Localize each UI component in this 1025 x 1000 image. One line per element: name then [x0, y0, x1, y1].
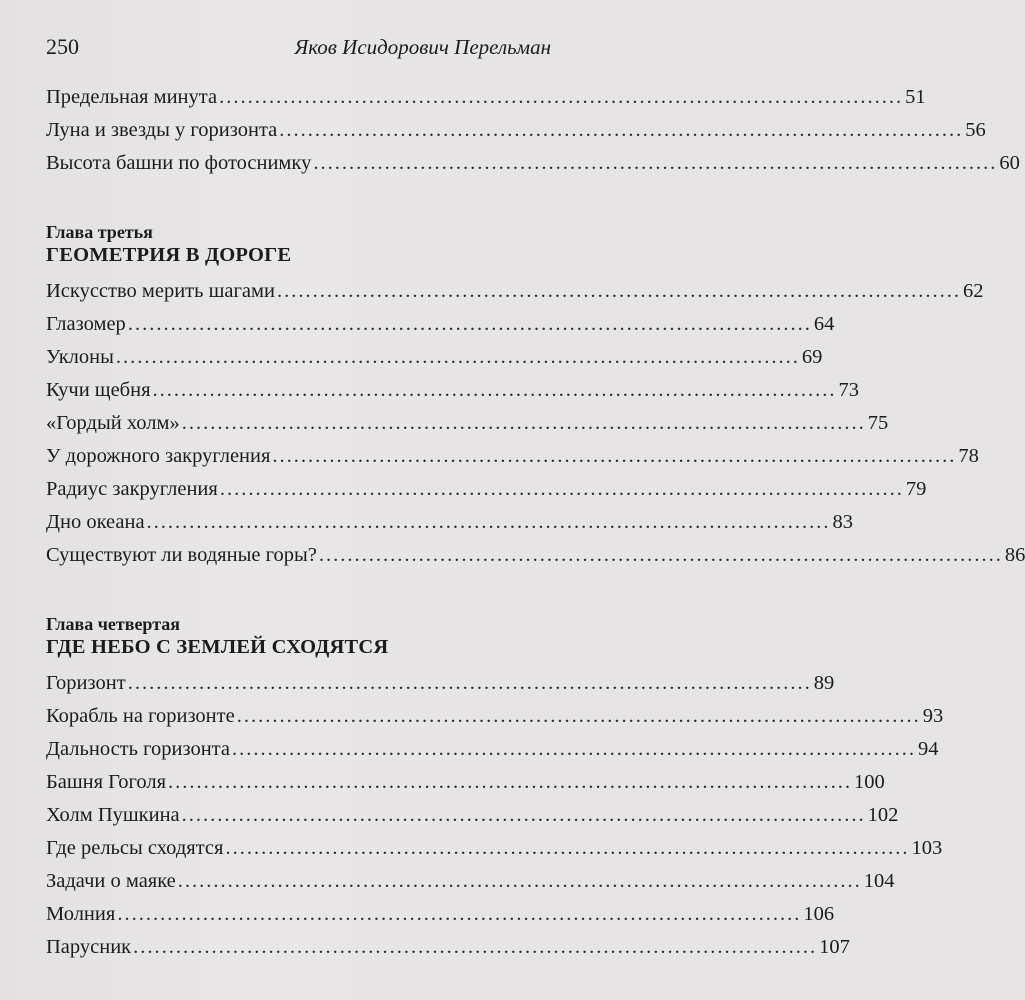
toc-entry-page: 93 [922, 705, 944, 727]
toc-entry [46, 903, 835, 931]
leader-dots: ................................................................................................ [279, 119, 964, 141]
toc-entry-page: 56 [965, 119, 986, 141]
toc-entry [46, 705, 944, 733]
toc-entry-title: Дно океана [46, 511, 145, 533]
toc-entry [46, 445, 979, 473]
leader-dots: ................................................................................................ [236, 705, 921, 727]
toc-entry [46, 86, 926, 114]
leader-dots: ................................................................................................ [117, 903, 802, 925]
toc-entry [46, 936, 850, 964]
toc-entry-title: Существуют ли водяные горы? [46, 544, 317, 566]
toc-entry [46, 837, 943, 865]
toc-entry-page: 75 [867, 412, 889, 434]
toc-entry-title: Предельная минута [46, 86, 218, 108]
chapter-title: ГДЕ НЕБО С ЗЕМЛЕЙ СХОДЯТСЯ [46, 636, 389, 658]
leader-dots: ................................................................................................ [115, 346, 800, 368]
chapter-label: Глава четвертая [46, 614, 181, 634]
toc-entry-title: Дальность горизонта [46, 738, 230, 760]
leader-dots: ................................................................................................ [318, 544, 1003, 566]
leader-dots: ................................................................................................ [225, 837, 910, 859]
toc-entry-page: 106 [803, 903, 835, 925]
toc-entry [46, 152, 1020, 180]
toc-entry-title: Корабль на горизонте [46, 705, 235, 727]
leader-dots: ................................................................................................ [177, 870, 862, 892]
toc-entry-page: 104 [863, 870, 895, 892]
toc-entry-page: 69 [801, 346, 823, 368]
toc-entry-title: Горизонт [46, 672, 126, 694]
toc-entry [46, 346, 823, 374]
toc-entry-title: Искусство мерить шагами [46, 280, 275, 302]
leader-dots: ................................................................................................ [276, 280, 961, 302]
leader-dots: ................................................................................................ [152, 379, 837, 401]
toc-entry-page: 86 [1004, 544, 1025, 566]
toc-entry [46, 804, 899, 832]
toc-entry-title: Башня Гоголя [46, 771, 167, 793]
chapter-title: ГЕОМЕТРИЯ В ДОРОГЕ [46, 244, 292, 266]
toc-entry-page: 64 [813, 313, 835, 335]
toc-entry-page: 94 [917, 738, 939, 760]
toc-entry-title: Глазомер [46, 313, 126, 335]
toc-entry [46, 478, 927, 506]
toc-entry-title: Высота башни по фотоснимку [46, 152, 312, 174]
toc-entry-page: 51 [905, 86, 926, 108]
toc-entry-title: Уклоны [46, 346, 114, 368]
toc-entry-page: 62 [962, 280, 984, 302]
leader-dots: ................................................................................................ [168, 771, 853, 793]
leader-dots: ................................................................................................ [219, 86, 904, 108]
leader-dots: ................................................................................................ [219, 478, 904, 500]
leader-dots: ................................................................................................ [313, 152, 998, 174]
leader-dots: ................................................................................................ [231, 738, 916, 760]
page-number: 250 [46, 34, 79, 59]
leader-dots: ................................................................................................ [181, 412, 866, 434]
toc-entry-title: Холм Пушкина [46, 804, 180, 826]
toc-entry-title: Кучи щебня [46, 379, 151, 401]
running-title: Яков Исидорович Перельман [294, 35, 551, 59]
toc-entry [46, 544, 1025, 572]
toc-entry [46, 313, 835, 341]
toc-entry-page: 102 [867, 804, 899, 826]
toc-entry-title: «Гордый холм» [46, 412, 180, 434]
toc-entry [46, 771, 885, 799]
toc-entry-title: Радиус закругления [46, 478, 218, 500]
toc-entry-title: Парусник [46, 936, 132, 958]
toc-entry-page: 73 [838, 379, 860, 401]
leader-dots: ................................................................................................ [127, 672, 812, 694]
toc-entry-title: У дорожного закругления [46, 445, 271, 467]
leader-dots: ................................................................................................ [127, 313, 812, 335]
leader-dots: ................................................................................................ [133, 936, 818, 958]
toc-entry-page: 103 [911, 837, 943, 859]
page-header [46, 34, 551, 64]
toc-entry [46, 870, 895, 898]
toc-entry-title: Молния [46, 903, 116, 925]
toc-entry-page: 60 [999, 152, 1020, 174]
toc-entry [46, 511, 854, 539]
toc-entry [46, 412, 889, 440]
toc-entry-page: 83 [832, 511, 854, 533]
toc-entry-title: Где рельсы сходятся [46, 837, 224, 859]
toc-entry-title: Луна и звезды у горизонта [46, 119, 278, 141]
chapter-label: Глава третья [46, 222, 153, 242]
toc-entry-page: 107 [819, 936, 850, 958]
leader-dots: ................................................................................................ [272, 445, 957, 467]
toc-entry-page: 89 [813, 672, 835, 694]
leader-dots: ................................................................................................ [146, 511, 831, 533]
toc-entry [46, 672, 835, 700]
leader-dots: ................................................................................................ [181, 804, 866, 826]
toc-entry [46, 280, 984, 308]
toc-entry-page: 78 [958, 445, 979, 467]
toc-entry-page: 79 [905, 478, 927, 500]
toc-entry-page: 100 [854, 771, 885, 793]
toc-entry [46, 738, 939, 766]
toc-entry-title: Задачи о маяке [46, 870, 176, 892]
toc-entry [46, 379, 860, 407]
toc-entry [46, 119, 986, 147]
